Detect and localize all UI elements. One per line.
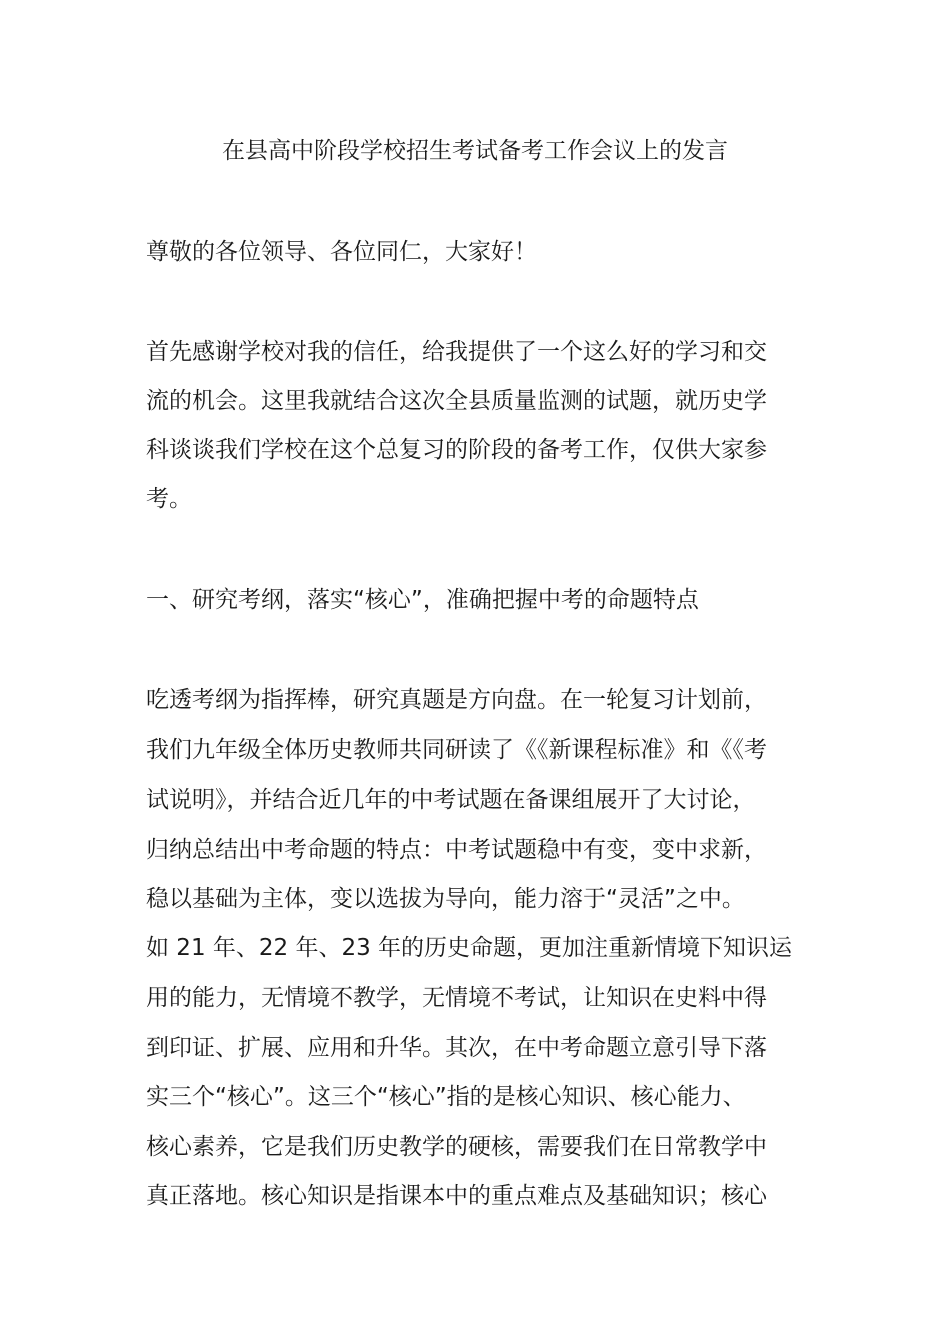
body-line-2: 我们九年级全体历史教师共同研读了《《新课程标准》和《《考 [146,737,767,763]
body-line-1: 吃透考纲为指挥棒，研究真题是方向盘。在一轮复习计划前， [146,687,767,713]
section-heading: 一、研究考纲，落实“核心”，准确把握中考的命题特点 [146,587,699,613]
body-line-3: 试说明》，并结合近几年的中考试题在备课组展开了大讨论， [146,787,756,813]
body-line-8: 到印证、扩展、应用和升华。其次，在中考命题立意引导下落 [146,1035,767,1061]
intro-line-1: 首先感谢学校对我的信任，给我提供了一个这么好的学习和交 [146,339,767,365]
intro-line-4: 考。 [146,486,192,512]
body-line-11: 真正落地。核心知识是指课本中的重点难点及基础知识；核心 [146,1183,767,1209]
body-line-7: 用的能力，无情境不教学，无情境不考试，让知识在史料中得 [146,985,767,1011]
intro-line-2: 流的机会。这里我就结合这次全县质量监测的试题，就历史学 [146,388,767,414]
body-line-6: 如 21 年、22 年、23 年的历史命题，更加注重新情境下知识运 [146,935,793,961]
document-title: 在县高中阶段学校招生考试备考工作会议上的发言 [222,138,728,164]
body-line-5: 稳以基础为主体，变以选拔为导向，能力溶于“灵活”之中。 [146,886,745,912]
body-line-10: 核心素养，它是我们历史教学的硬核，需要我们在日常教学中 [146,1134,767,1160]
intro-line-3: 科谈谈我们学校在这个总复习的阶段的备考工作，仅供大家参 [146,437,767,463]
greeting-line: 尊敬的各位领导、各位同仁，大家好！ [146,239,537,265]
body-line-4: 归纳总结出中考命题的特点：中考试题稳中有变，变中求新， [146,837,767,863]
body-line-9: 实三个“核心”。这三个“核心”指的是核心知识、核心能力、 [146,1084,746,1110]
